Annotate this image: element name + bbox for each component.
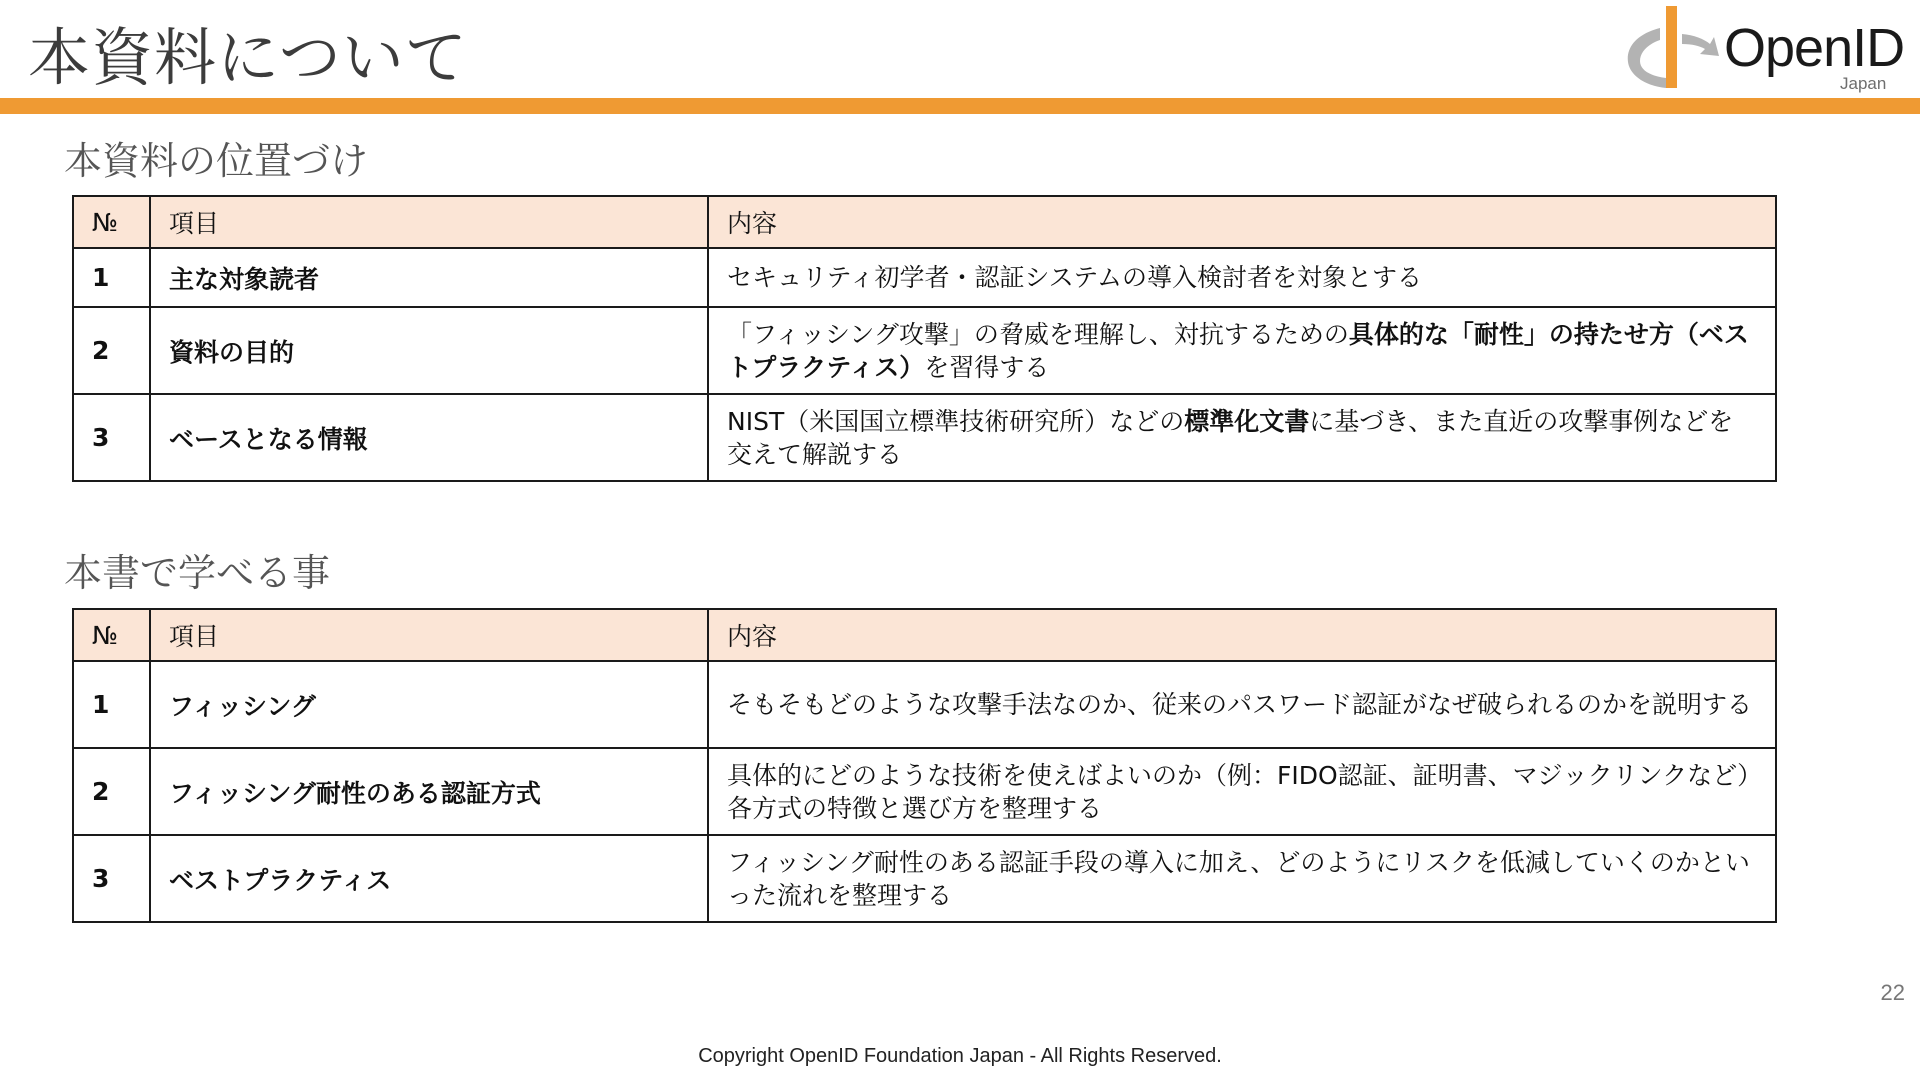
table-row [73, 661, 1776, 748]
column-header-no: № [73, 196, 150, 248]
row-content [708, 835, 1776, 922]
content-text: NIST（米国国立標準技術研究所）などの [727, 406, 1185, 436]
row-item: 主な対象読者 [150, 248, 708, 307]
row-item: 資料の目的 [150, 307, 708, 394]
row-content [708, 748, 1776, 835]
row-number: 3 [73, 394, 150, 481]
row-number: 2 [73, 307, 150, 394]
page-title: 本資料について [28, 21, 468, 94]
column-header-content: 内容 [708, 609, 1776, 661]
openid-logo-mark-icon [1616, 4, 1726, 96]
table-row [73, 394, 1776, 481]
row-item: ベストプラクティス [150, 835, 708, 922]
content-text: フィッシング耐性のある認証手段の導入に加え、どのようにリスクを低減していくのかといった流れを整理する [727, 847, 1750, 910]
positioning-table [72, 195, 1777, 482]
logo-gray-arrow [1682, 34, 1719, 56]
table-row [73, 748, 1776, 835]
copyright-footer: Copyright OpenID Foundation Japan - All Rights Reserved. [698, 1045, 1222, 1067]
row-number: 2 [73, 748, 150, 835]
row-number: 1 [73, 248, 150, 307]
openid-logo [1616, 4, 1906, 96]
column-header-no: № [73, 609, 150, 661]
content-text: を習得する [924, 352, 1050, 382]
section-title-learnings: 本書で学べる事 [64, 551, 331, 595]
row-content [708, 394, 1776, 481]
logo-orange-bar [1666, 6, 1677, 88]
content-text: 「フィッシング攻撃」の脅威を理解し、対抗するための [727, 319, 1349, 349]
row-item: フィッシング耐性のある認証方式 [150, 748, 708, 835]
logo-wordmark: OpenID [1724, 18, 1905, 78]
row-content [708, 307, 1776, 394]
logo-subtext: Japan [1840, 74, 1887, 93]
section-title-positioning: 本資料の位置づけ [64, 139, 369, 183]
header-accent-bar [0, 98, 1920, 114]
column-header-item: 項目 [150, 196, 708, 248]
content-text: に基づき、また直近の攻撃事例などを交えて解説する [727, 406, 1734, 469]
column-header-content: 内容 [708, 196, 1776, 248]
row-number: 1 [73, 661, 150, 748]
table-header-row [73, 609, 1776, 661]
content-emphasis: 具体的な「耐性」の持たせ方（ベストプラクティス） [727, 319, 1749, 382]
table-row [73, 307, 1776, 394]
content-text: 具体的にどのような技術を使えばよいのか（例：FIDO認証、証明書、マジックリンクなど）各方式の特徴と選び方を整理する [727, 760, 1750, 823]
logo-gray-arc [1628, 28, 1666, 88]
table-header-row [73, 196, 1776, 248]
column-header-item: 項目 [150, 609, 708, 661]
content-emphasis: 標準化文書 [1184, 406, 1310, 436]
row-number: 3 [73, 835, 150, 922]
row-content [708, 248, 1776, 307]
row-item: フィッシング [150, 661, 708, 748]
slide-number: 22 [1880, 980, 1905, 1005]
row-item: ベースとなる情報 [150, 394, 708, 481]
table-row [73, 248, 1776, 307]
table-row [73, 835, 1776, 922]
row-content [708, 661, 1776, 748]
learnings-table [72, 608, 1777, 923]
content-text: セキュリティ初学者・認証システムの導入検討者を対象とする [727, 263, 1423, 292]
content-text: そもそもどのような攻撃手法なのか、従来のパスワード認証がなぜ破られるのかを説明する [727, 690, 1753, 719]
